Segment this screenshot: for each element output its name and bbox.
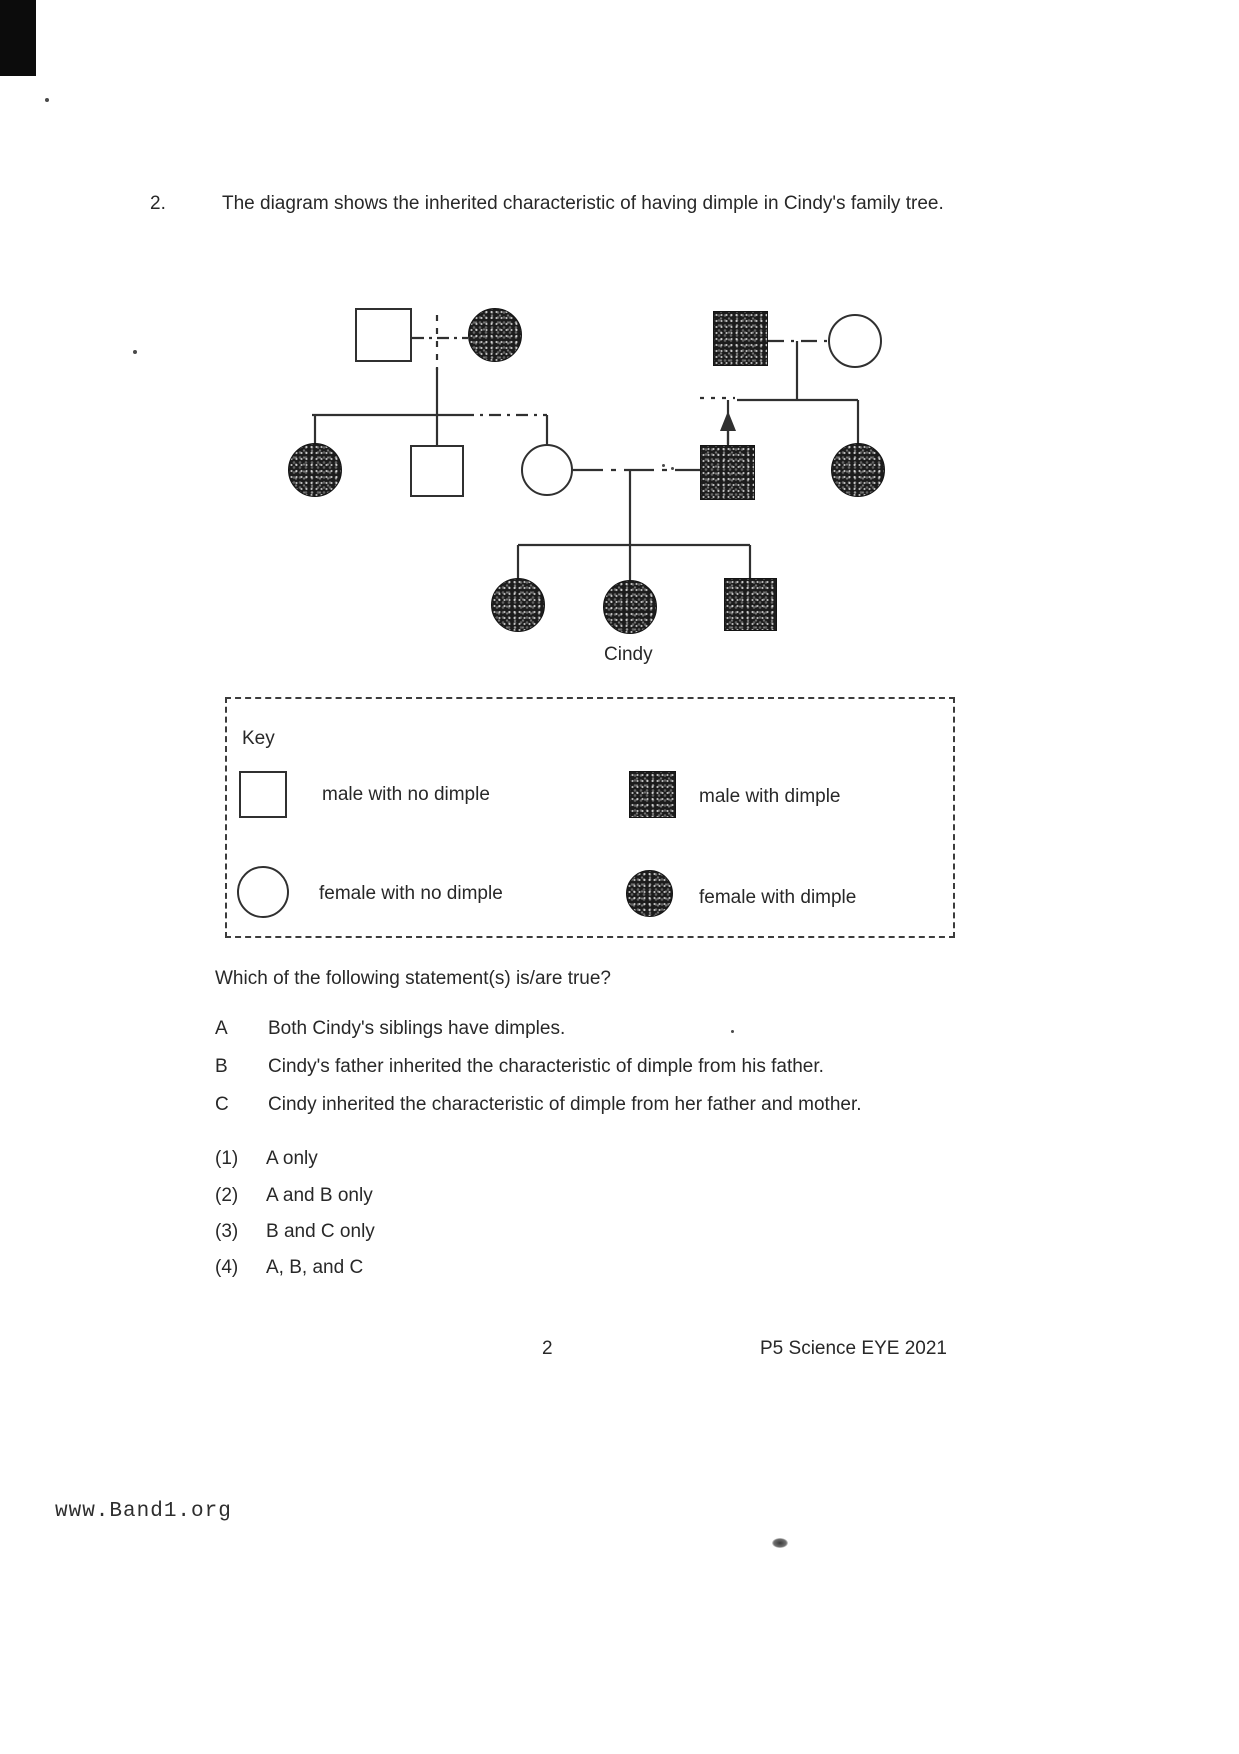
paternal-grandfather-symbol <box>713 311 768 366</box>
sister-symbol <box>491 578 545 632</box>
option-4 <box>215 1257 363 1279</box>
family-tree-diagram <box>0 290 1239 670</box>
question-number: 2. <box>150 193 166 214</box>
key-female-no-dimple-label: female with no dimple <box>319 883 503 904</box>
mother-symbol <box>521 444 573 496</box>
key-female-dimple-label: female with dimple <box>699 887 857 908</box>
paternal-aunt-symbol <box>831 443 885 497</box>
statement-b-text: Cindy's father inherited the characteristic of dimple from his father. <box>268 1056 824 1077</box>
option-2 <box>215 1185 373 1207</box>
paternal-grandmother-symbol <box>828 314 882 368</box>
option-2-label: (2) <box>215 1185 239 1206</box>
key-male-no-dimple-label: male with no dimple <box>322 784 490 805</box>
father-symbol <box>700 445 755 500</box>
proband-arrow-icon <box>720 411 736 431</box>
statement-a <box>215 1018 565 1040</box>
option-3 <box>215 1221 375 1243</box>
maternal-grandfather-symbol <box>355 308 412 362</box>
statement-c <box>215 1094 862 1116</box>
page-number: 2 <box>542 1338 553 1359</box>
key-title: Key <box>242 728 275 749</box>
statement-c-text: Cindy inherited the characteristic of dimple from her father and mother. <box>268 1094 862 1115</box>
statement-b-label: B <box>215 1056 228 1077</box>
exam-label: P5 Science EYE 2021 <box>760 1338 947 1359</box>
maternal-grandmother-symbol <box>468 308 522 362</box>
maternal-uncle-symbol <box>410 445 464 497</box>
statement-b <box>215 1056 824 1078</box>
key-female-no-dimple-symbol <box>237 866 289 918</box>
scan-speck <box>45 98 49 102</box>
option-1 <box>215 1148 318 1170</box>
question-text: The diagram shows the inherited characteristic of having dimple in Cindy's family tree. <box>222 193 944 214</box>
option-3-label: (3) <box>215 1221 239 1242</box>
option-1-text: A only <box>266 1148 318 1169</box>
key-box <box>225 697 955 938</box>
watermark: www.Band1.org <box>55 1500 232 1523</box>
option-3-text: B and C only <box>266 1221 375 1242</box>
scan-smudge <box>772 1538 788 1548</box>
maternal-aunt-symbol <box>288 443 342 497</box>
key-female-dimple-symbol <box>626 870 673 917</box>
statement-a-label: A <box>215 1018 228 1039</box>
key-male-dimple-symbol <box>629 771 676 818</box>
option-4-text: A, B, and C <box>266 1257 364 1278</box>
key-male-dimple-label: male with dimple <box>699 786 841 807</box>
option-4-label: (4) <box>215 1257 239 1278</box>
cindy-label: Cindy <box>604 644 653 665</box>
cindy-symbol <box>603 580 657 634</box>
scan-speck <box>731 1030 734 1033</box>
scan-artifact-corner <box>0 0 36 76</box>
option-2-text: A and B only <box>266 1185 373 1206</box>
brother-symbol <box>724 578 777 631</box>
option-1-label: (1) <box>215 1148 239 1169</box>
key-male-no-dimple-symbol <box>239 771 287 818</box>
statement-a-text: Both Cindy's siblings have dimples. <box>268 1018 566 1039</box>
question-prompt: Which of the following statement(s) is/are true? <box>215 968 612 989</box>
statement-c-label: C <box>215 1094 229 1115</box>
